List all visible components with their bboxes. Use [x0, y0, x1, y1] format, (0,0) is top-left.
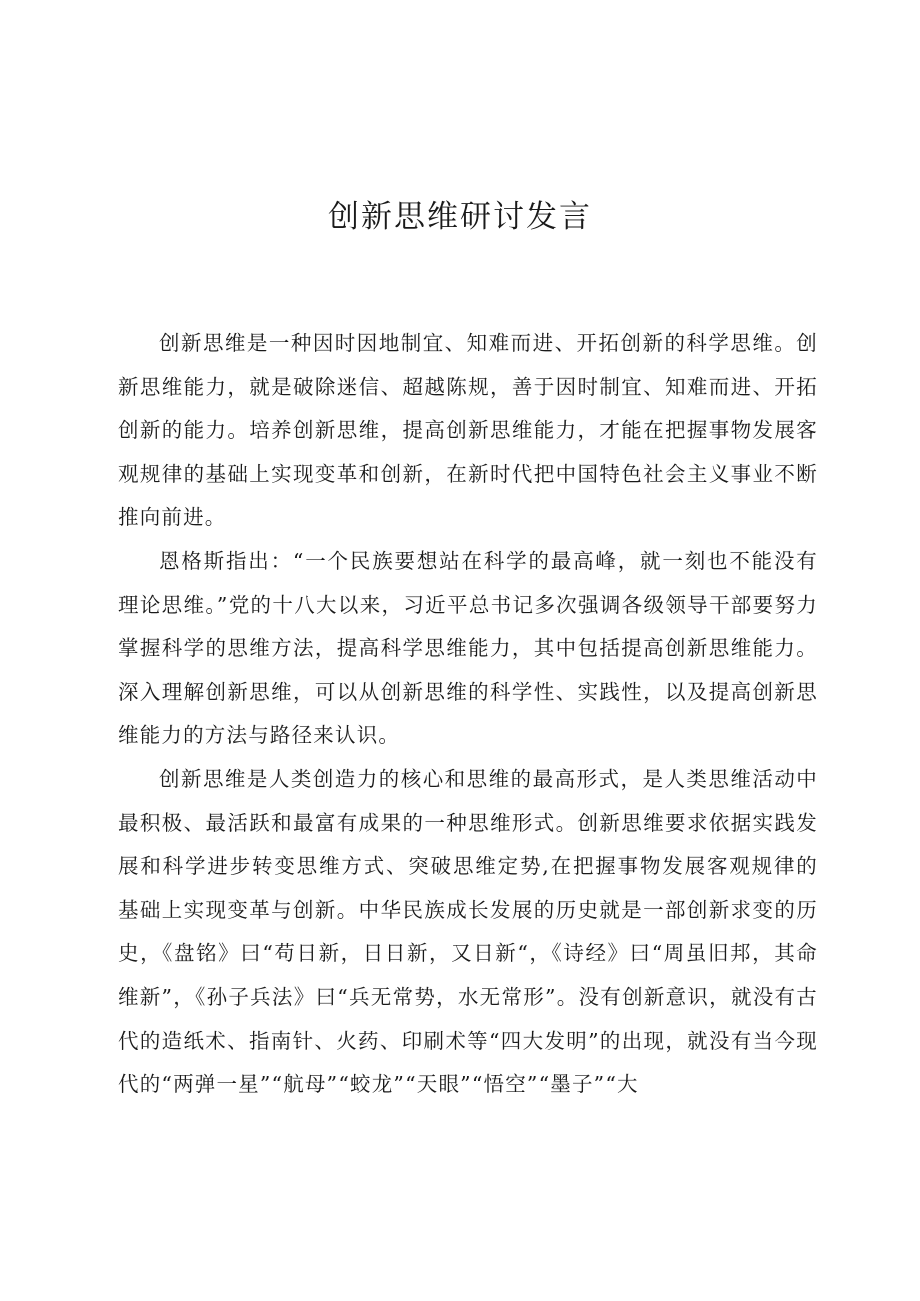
document-body [118, 322, 818, 1107]
paragraph-3: 创新思维是人类创造力的核心和思维的最高形式，是人类思维活动中最积极、最活跃和最富有成果的一种思维形式。创新思维要求依据实践发展和科学进步转变思维方式、突破思维定势,在把握事物发展客观规律的基础上实现变革与创新。中华民族成长发展的历史就是一部创新求变的历史，《盘铭》曰“苟日新，日日新，又日新“，《诗经》曰“周虽旧邦，其命维新”，《孙子兵法》曰“兵无常势，水无常形”。没有创新意识，就没有古代的造纸术、指南针、火药、印刷术等“四大发明”的出现，就没有当今现代的“两弹一星”“航母”“蛟龙”“天眼”“悟空”“墨子”“大 [118, 766, 818, 1097]
paragraph-2: 恩格斯指出：“一个民族要想站在科学的最高峰，就一刻也不能没有理论思维。”党的十八大以来，习近平总书记多次强调各级领导干部要努力掌握科学的思维方法，提高科学思维能力，其中包括提高创新思维能力。深入理解创新思维，可以从创新思维的科学性、实践性，以及提高创新思维能力的方法与路径来认识。 [118, 548, 818, 748]
paragraph-1: 创新思维是一种因时因地制宜、知难而进、开拓创新的科学思维。创新思维能力，就是破除迷信、超越陈规，善于因时制宜、知难而进、开拓创新的能力。培养创新思维，提高创新思维能力，才能在把握事物发展客观规律的基础上实现变革和创新，在新时代把中国特色社会主义事业不断推向前进。 [118, 331, 818, 530]
document-title: 创新思维研讨发言 [328, 199, 592, 235]
